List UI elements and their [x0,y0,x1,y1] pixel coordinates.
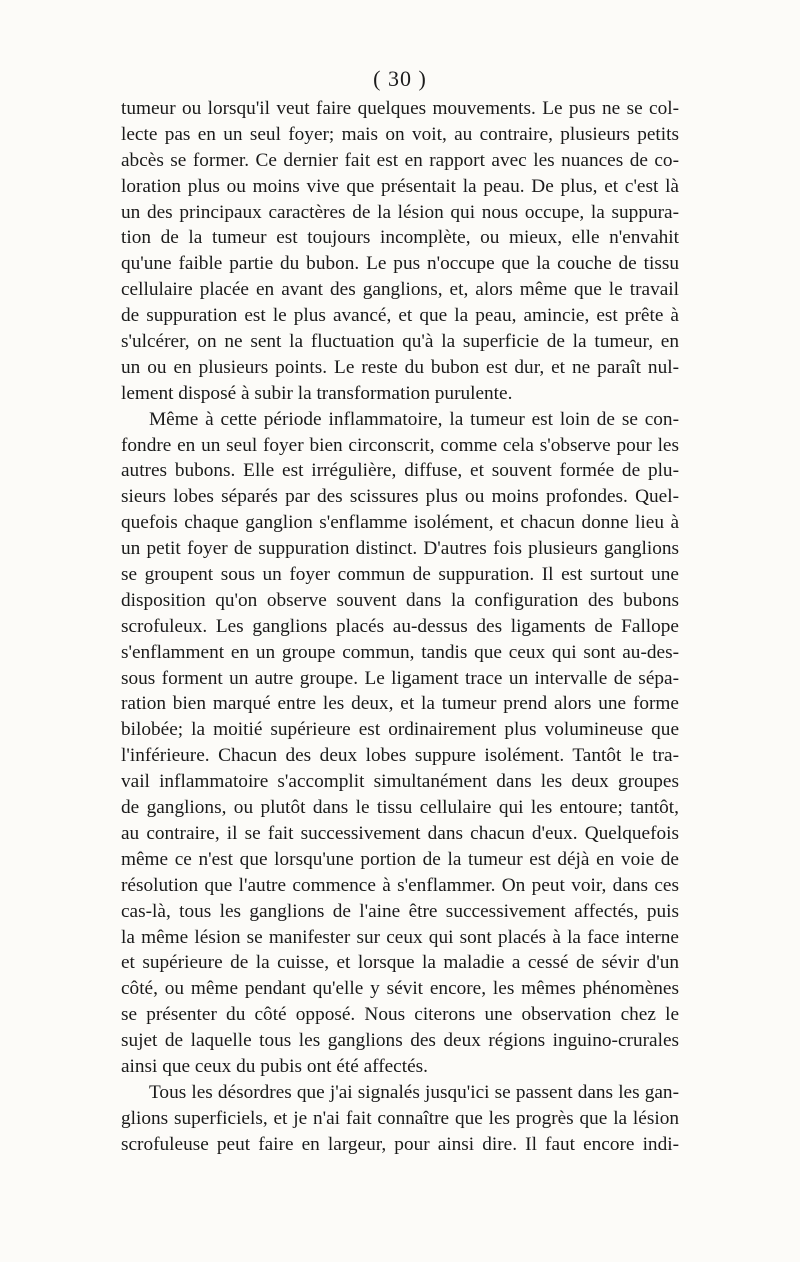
text-line: disposition qu'on observe souvent dans la configuration des bubons [121,589,679,611]
text-line: cas-là, tous les ganglions de l'aine être successivement affectés, puis [121,900,679,922]
text-line: quefois chaque ganglion s'enflamme isolément, et chacun donne lieu à [121,512,679,534]
text-line: lement disposé à subir la transformation purulente. [121,382,513,404]
text-line: scrofuleuse peut faire en largeur, pour ainsi dire. Il faut encore indi- [121,1133,679,1155]
text-line: Tous les désordres que j'ai signalés jusqu'ici se passent dans les gan- [149,1081,679,1103]
text-line: résolution que l'autre commence à s'enflammer. On peut voir, dans ces [121,874,679,896]
text-line: ainsi que ceux du pubis ont été affectés. [121,1055,428,1077]
text-line: abcès se former. Ce dernier fait est en rapport avec les nuances de co- [121,149,679,171]
text-line: sieurs lobes séparés par des scissures plus ou moins profondes. Quel- [121,486,679,508]
text-line: ration bien marqué entre les deux, et la tumeur prend alors une forme [121,693,679,715]
text-line: de ganglions, ou plutôt dans le tissu cellulaire qui les entoure; tantôt, [121,797,679,819]
text-line: cellulaire placée en avant des ganglions, et, alors même que le travail [121,279,679,301]
text-line: se groupent sous un foyer commun de suppuration. Il est surtout une [121,564,679,586]
text-line: la même lésion se manifester sur ceux qui sont placés à la face interne [121,926,679,948]
text-line: sujet de laquelle tous les ganglions des deux régions inguino-crurales [121,1030,679,1052]
text-line: l'inférieure. Chacun des deux lobes suppure isolément. Tantôt le tra- [121,745,679,767]
text-line: même ce n'est que lorsqu'une portion de la tumeur est déjà en voie de [121,848,679,870]
text-line: s'ulcérer, on ne sent la fluctuation qu'à la superficie de la tumeur, en [121,331,679,353]
text-line: et supérieure de la cuisse, et lorsque la maladie a cessé de sévir d'un [121,952,679,974]
text-line: fondre en un seul foyer bien circonscrit, comme cela s'observe pour les [121,434,679,456]
text-line: vail inflammatoire s'accomplit simultanément dans les deux groupes [121,771,679,793]
text-line: bilobée; la moitié supérieure est ordinairement plus volumineuse que [121,719,679,741]
text-line: se présenter du côté opposé. Nous citerons une observation chez le [121,1004,679,1026]
text-line: un des principaux caractères de la lésion qui nous occupe, la suppura- [121,201,679,223]
body-text [121,96,679,1158]
text-line: Même à cette période inflammatoire, la tumeur est loin de se con- [149,408,679,430]
text-line: glions superficiels, et je n'ai fait connaître que les progrès que la lésion [121,1107,679,1129]
text-line: autres bubons. Elle est irrégulière, diffuse, et souvent formée de plu- [121,460,679,482]
text-line: côté, ou même pendant qu'elle y sévit encore, les mêmes phénomènes [121,978,679,1000]
text-line: un ou en plusieurs points. Le reste du bubon est dur, et ne paraît nul- [121,356,679,378]
page-number: ( 30 ) [373,66,427,91]
text-line: tion de la tumeur est toujours incomplète, ou mieux, elle n'envahit [121,227,679,249]
text-line: qu'une faible partie du bubon. Le pus n'occupe que la couche de tissu [121,253,679,275]
text-line: sous forment un autre groupe. Le ligament trace un intervalle de sépa- [121,667,679,689]
text-line: s'enflamment en un groupe commun, tandis que ceux qui sont au-des- [121,641,679,663]
text-line: lecte pas en un seul foyer; mais on voit, au contraire, plusieurs petits [121,123,679,145]
text-line: tumeur ou lorsqu'il veut faire quelques mouvements. Le pus ne se col- [121,98,679,119]
text-line: au contraire, il se fait successivement dans chacun d'eux. Quelquefois [121,822,679,844]
text-line: scrofuleux. Les ganglions placés au-dessus des ligaments de Fallope [121,615,679,637]
text-line: de suppuration est le plus avancé, et que la peau, amincie, est prête à [121,305,679,327]
text-line: loration plus ou moins vive que présentait la peau. De plus, et c'est là [121,175,679,197]
text-line: un petit foyer de suppuration distinct. D'autres fois plusieurs ganglions [121,538,679,560]
